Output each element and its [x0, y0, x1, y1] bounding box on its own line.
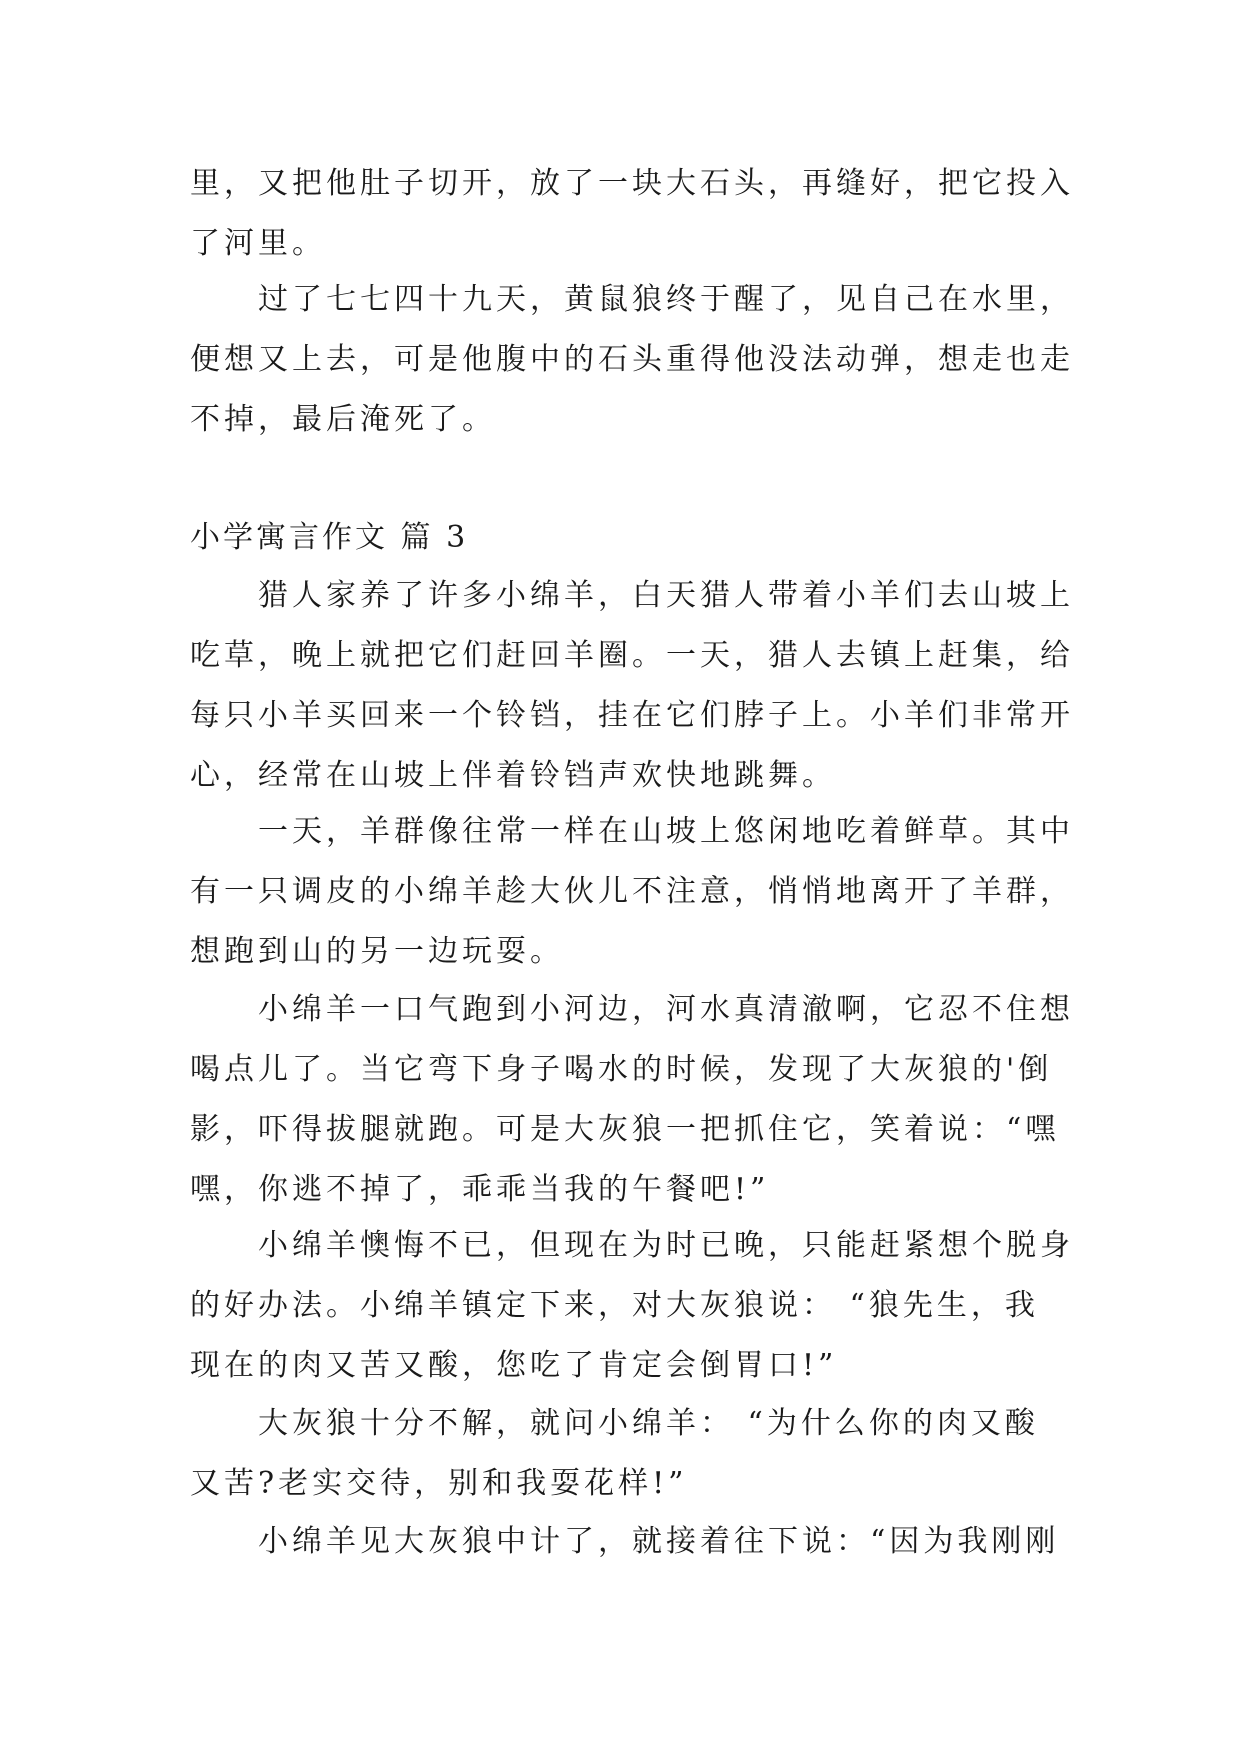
text-line: 小绵羊见大灰狼中计了，就接着往下说：“因为我刚刚 — [258, 1524, 1060, 1559]
text-line: 有一只调皮的小绵羊趁大伙儿不注意，悄悄地离开了羊群， — [190, 874, 1074, 909]
text-line: 了河里。 — [190, 226, 326, 261]
paragraph-3 — [190, 802, 1074, 982]
text-line: 心，经常在山坡上伴着铃铛声欢快地跳舞。 — [190, 758, 836, 793]
paragraph-4 — [190, 980, 1074, 1220]
section-heading — [190, 508, 1050, 568]
paragraph-5 — [190, 1216, 1074, 1396]
text-line: 吃草，晚上就把它们赶回羊圈。一天，猎人去镇上赶集，给 — [190, 638, 1074, 673]
text-line: 猎人家养了许多小绵羊，白天猎人带着小羊们去山坡上 — [258, 578, 1074, 613]
text-line: 不掉，最后淹死了。 — [190, 402, 496, 437]
text-line: 嘿，你逃不掉了，乖乖当我的午餐吧!” — [190, 1172, 770, 1207]
paragraph-7 — [190, 1512, 1060, 1572]
text-line: 过了七七四十九天，黄鼠狼终于醒了，见自己在水里， — [258, 282, 1074, 317]
continued-paragraph — [190, 154, 1074, 274]
text-line: 小绵羊懊悔不已，但现在为时已晚，只能赶紧想个脱身 — [258, 1228, 1074, 1263]
text-line: 小绵羊一口气跑到小河边，河水真清澈啊，它忍不住想 — [258, 992, 1074, 1027]
text-line: 影，吓得拔腿就跑。可是大灰狼一把抓住它，笑着说：“嘿 — [190, 1112, 1060, 1147]
paragraph-6 — [190, 1394, 1050, 1514]
paragraph-2 — [190, 566, 1074, 806]
text-line: 大灰狼十分不解，就问小绵羊： “为什么你的肉又酸 — [258, 1406, 1039, 1441]
text-line: 便想又上去，可是他腹中的石头重得他没法动弹，想走也走 — [190, 342, 1074, 377]
text-line: 里，又把他肚子切开，放了一块大石头，再缝好，把它投入 — [190, 166, 1074, 201]
text-line: 喝点儿了。当它弯下身子喝水的时候，发现了大灰狼的'倒 — [190, 1052, 1053, 1087]
text-line: 现在的肉又苦又酸，您吃了肯定会倒胃口!” — [190, 1348, 838, 1383]
text-line: 的好办法。小绵羊镇定下来，对大灰狼说： “狼先生，我 — [190, 1288, 1039, 1323]
text-line: 想跑到山的另一边玩耍。 — [190, 934, 564, 969]
text-line: 一天，羊群像往常一样在山坡上悠闲地吃着鲜草。其中 — [258, 814, 1074, 849]
paragraph-1 — [190, 270, 1074, 450]
text-line: 每只小羊买回来一个铃铛，挂在它们脖子上。小羊们非常开 — [190, 698, 1074, 733]
heading-text: 小学寓言作文 篇 3 — [190, 520, 469, 555]
text-line: 又苦?老实交待，别和我耍花样!” — [190, 1466, 688, 1501]
